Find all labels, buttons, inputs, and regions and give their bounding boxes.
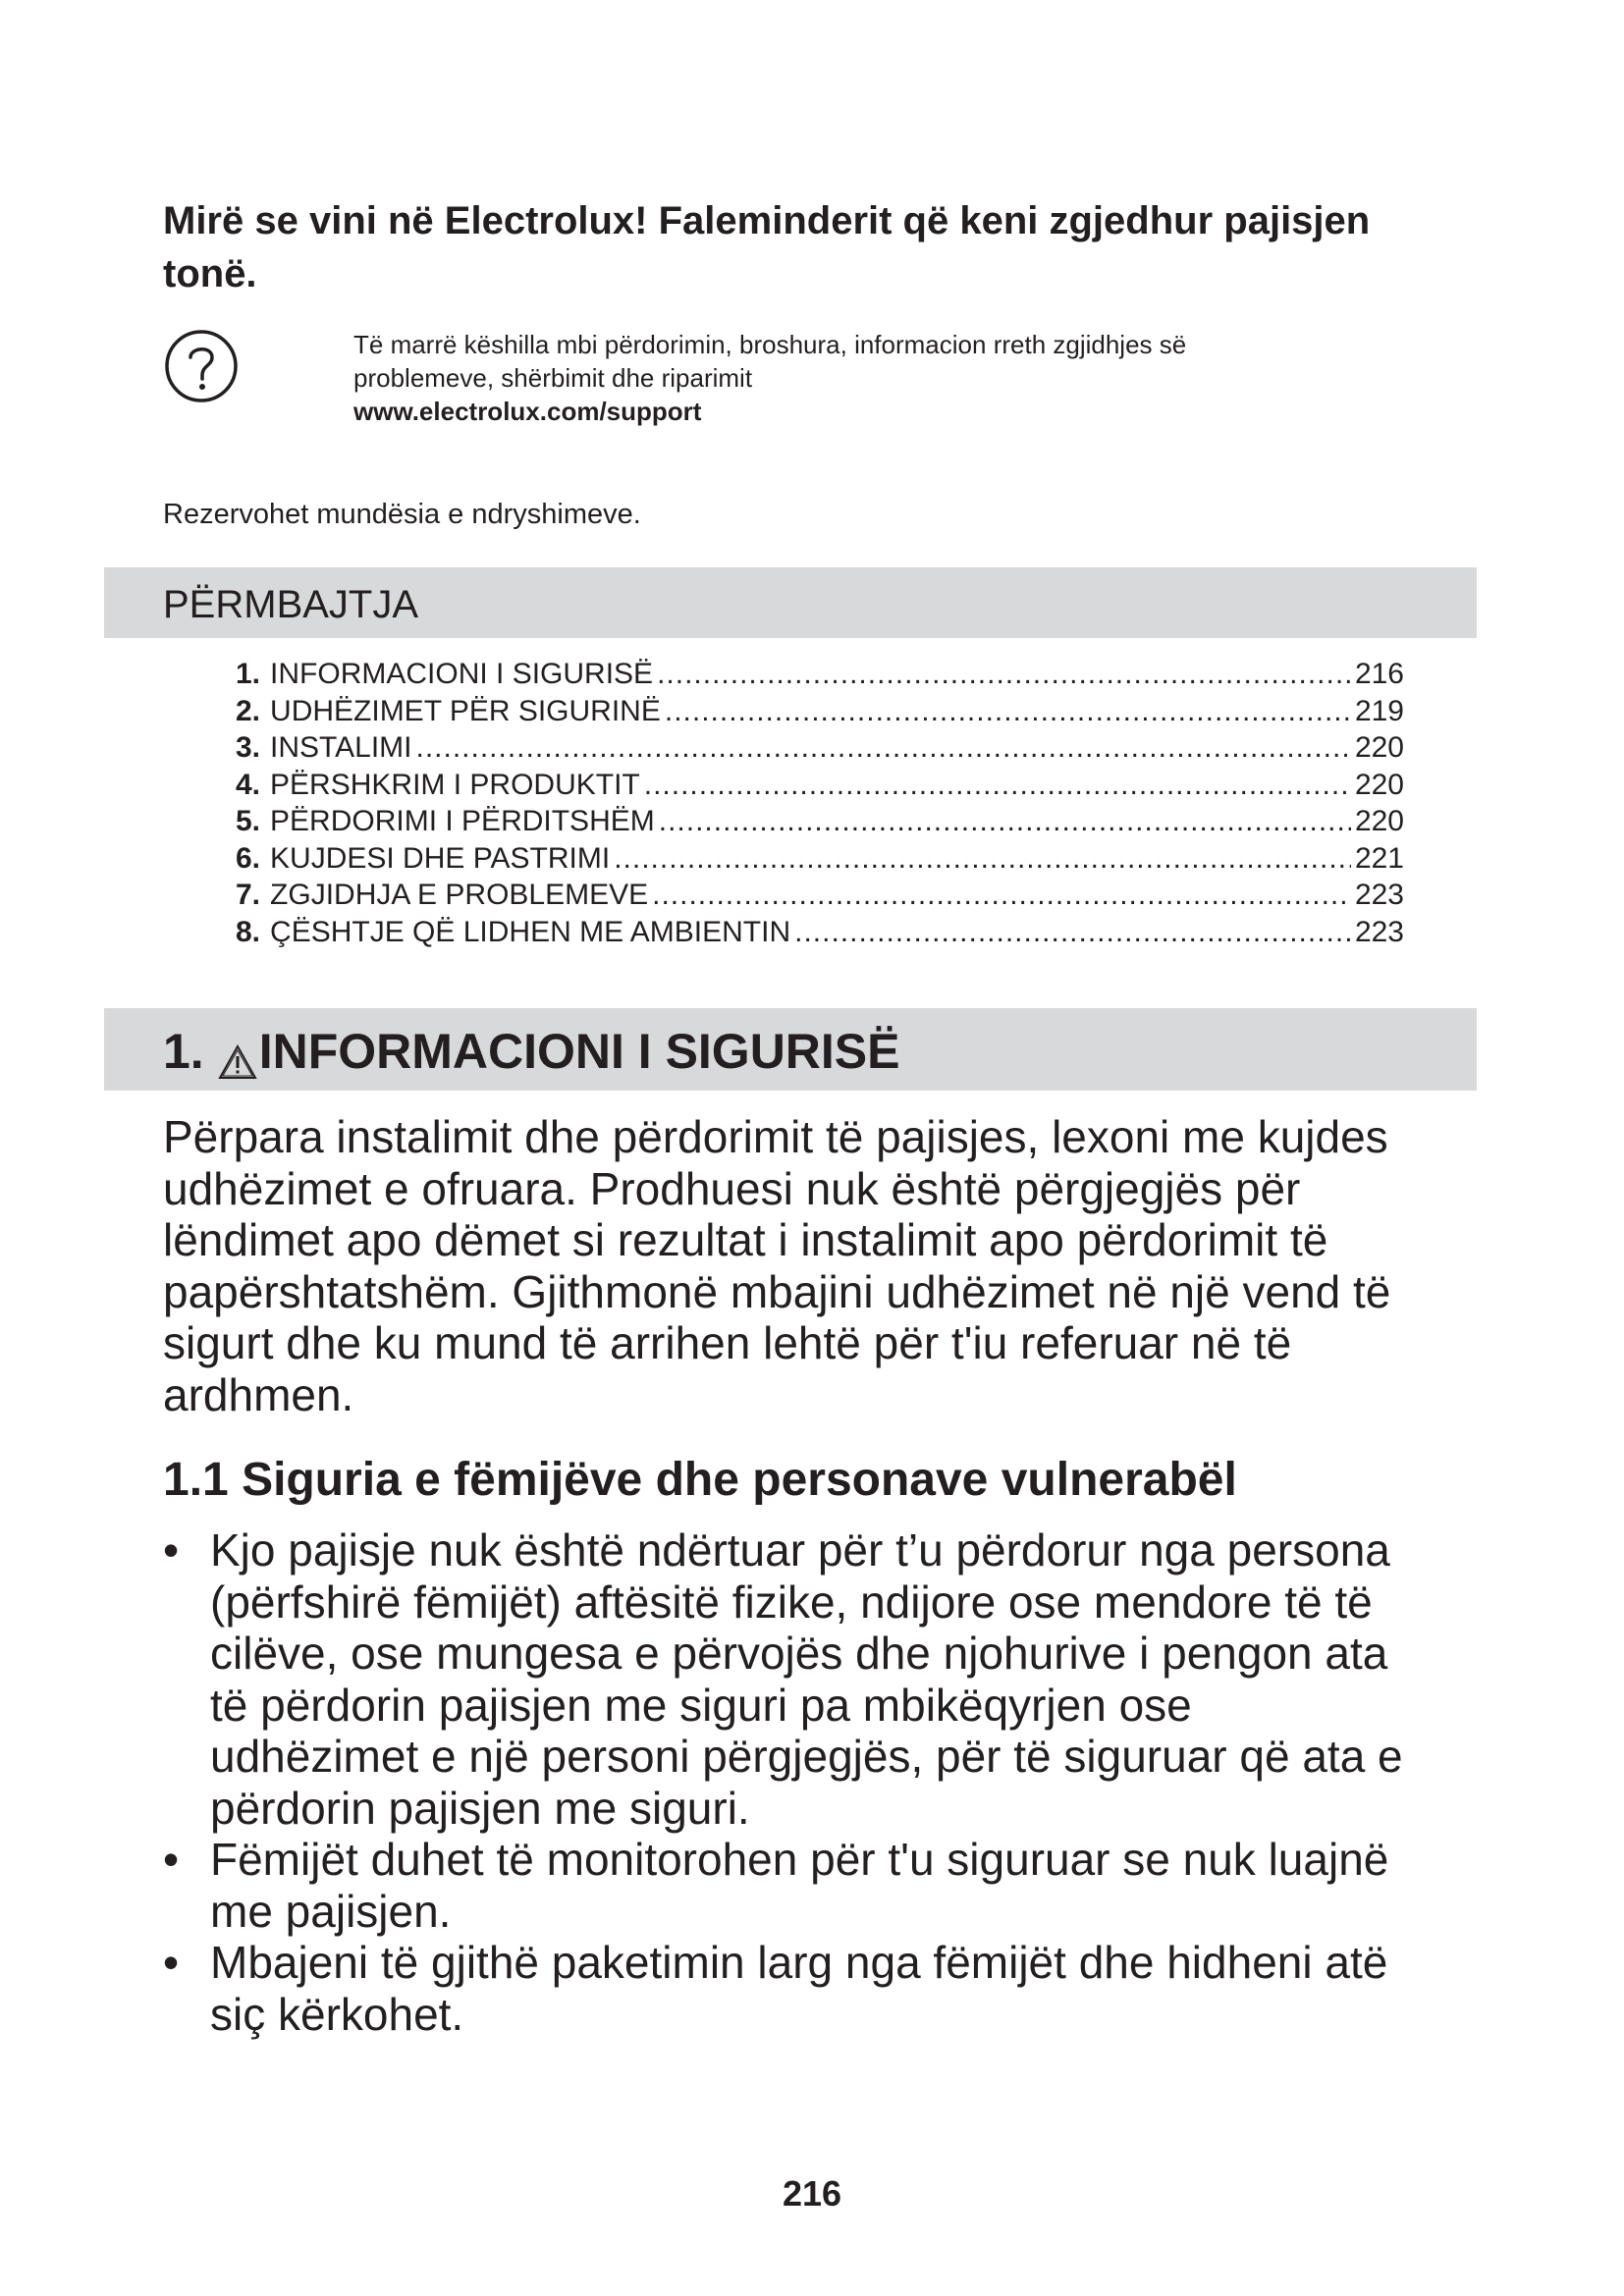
toc-item-page: 216 xyxy=(1354,658,1404,690)
toc-item[interactable] xyxy=(236,729,1404,767)
bullet-line: udhëzimet e një personi përgjegjës, për të siguruar që ata e xyxy=(210,1731,1403,1782)
welcome-line: Mirë se vini në Electrolux! Faleminderit që keni zgjedhur pajisjen xyxy=(163,199,1371,242)
reserve-note: Rezervohet mundësia e ndryshimeve. xyxy=(163,499,641,530)
bullet-line: cilëve, ose mungesa e përvojës dhe njohurive i pengon ata xyxy=(210,1628,1388,1679)
toc-item-page: 220 xyxy=(1354,768,1404,801)
toc-leader-dots xyxy=(652,877,1351,914)
toc-item[interactable] xyxy=(236,656,1404,693)
toc-item-page: 219 xyxy=(1354,694,1404,727)
question-circle-icon xyxy=(163,328,240,404)
bullet-line: me pajisjen. xyxy=(210,1885,452,1937)
toc-item-label: UDHËZIMET PËR SIGURINË xyxy=(270,694,661,727)
toc-item-label: PËRDORIMI I PËRDITSHËM xyxy=(270,805,655,837)
support-info-line: Të marrë këshilla mbi përdorimin, broshura, informacion rreth zgjidhjes së xyxy=(353,330,1187,359)
warning-triangle-icon xyxy=(218,1034,257,1069)
toc-item-page: 220 xyxy=(1354,805,1404,837)
toc-item-page: 223 xyxy=(1354,915,1404,948)
section-number: 1. xyxy=(163,1024,204,1079)
toc-item[interactable] xyxy=(236,914,1404,951)
toc-leader-dots xyxy=(659,803,1351,840)
toc-leader-dots xyxy=(416,729,1351,767)
section-header-bar xyxy=(104,1008,1477,1091)
toc-item[interactable] xyxy=(236,877,1404,914)
toc-header-bar xyxy=(104,567,1477,638)
bullet-symbol: • xyxy=(163,1524,180,1575)
bullet-line: siç kërkohet. xyxy=(210,1988,464,2040)
toc-leader-dots xyxy=(657,656,1351,693)
bullet-symbol: • xyxy=(163,1937,180,1988)
toc-title: PËRMBAJTJA xyxy=(163,583,419,626)
toc-item-label: KUJDESI DHE PASTRIMI xyxy=(270,841,611,875)
toc-item-page: 220 xyxy=(1354,731,1404,764)
toc-item-number: 1. xyxy=(236,658,261,690)
toc-item-number: 6. xyxy=(236,841,261,875)
toc-item-number: 7. xyxy=(236,879,261,911)
paragraph-line: ardhmen. xyxy=(163,1368,354,1420)
section-title xyxy=(163,1022,900,1081)
subsection-title: 1.1 Siguria e fëmijëve dhe personave vulnerabël xyxy=(163,1454,1237,1506)
toc-leader-dots xyxy=(794,914,1351,951)
section-title-text: INFORMACIONI I SIGURISË xyxy=(258,1024,900,1079)
toc-item-number: 8. xyxy=(236,915,261,948)
paragraph-line: Përpara instalimit dhe përdorimit të pajisjes, lexoni me kujdes xyxy=(163,1111,1388,1162)
toc-item-number: 3. xyxy=(236,731,261,764)
toc-item-number: 4. xyxy=(236,768,261,801)
bullet-item xyxy=(163,1937,1518,2040)
toc-item-number: 2. xyxy=(236,694,261,727)
paragraph-line: lëndimet apo dëmet si rezultat i instalimit apo përdorimit të xyxy=(163,1214,1328,1265)
toc-item-label: PËRSHKRIM I PRODUKTIT xyxy=(270,768,640,801)
section-intro-paragraph xyxy=(163,1111,1508,1420)
table-of-contents xyxy=(236,656,1404,950)
toc-item[interactable] xyxy=(236,767,1404,804)
support-info-line: problemeve, shërbimit dhe riparimit xyxy=(353,363,753,393)
toc-item-number: 5. xyxy=(236,805,261,837)
bullet-line: (përfshirë fëmijët) aftësitë fizike, ndijore ose mendore të të xyxy=(210,1575,1373,1628)
toc-item-label: ZGJIDHJA E PROBLEMEVE xyxy=(270,879,649,911)
support-info xyxy=(353,328,1434,428)
toc-item[interactable] xyxy=(236,803,1404,840)
bullet-item xyxy=(163,1834,1518,1937)
bullet-line: përdorin pajisjen me siguri. xyxy=(210,1782,750,1834)
toc-item-label: INSTALIMI xyxy=(270,731,412,764)
toc-leader-dots xyxy=(665,693,1351,730)
paragraph-line: udhëzimet e ofruara. Prodhuesi nuk është përgjegjës për xyxy=(163,1162,1301,1214)
paragraph-line: sigurt dhe ku mund të arrihen lehtë për t'iu referuar në të xyxy=(163,1317,1292,1368)
support-url-link[interactable]: www.electrolux.com/support xyxy=(353,397,702,426)
toc-item[interactable] xyxy=(236,840,1404,878)
paragraph-line: papërshtatshëm. Gjithmonë mbajini udhëzimet në një vend të xyxy=(163,1265,1391,1317)
toc-leader-dots xyxy=(644,767,1351,804)
toc-item-page: 223 xyxy=(1354,879,1404,911)
bullet-item xyxy=(163,1524,1518,1834)
toc-item-page: 221 xyxy=(1354,841,1404,875)
bullet-line: Kjo pajisje nuk është ndërtuar për t’u përdorur nga persona xyxy=(210,1524,1390,1575)
bullet-line: të përdorin pajisjen me siguri pa mbikëqyrjen ose xyxy=(210,1679,1192,1731)
page-number: 216 xyxy=(782,2173,842,2214)
safety-bullet-list xyxy=(163,1524,1518,2040)
welcome-heading xyxy=(163,194,1439,300)
welcome-line: tonë. xyxy=(163,252,257,295)
toc-leader-dots xyxy=(614,840,1351,878)
toc-item-label: ÇËSHTJE QË LIDHEN ME AMBIENTIN xyxy=(270,915,791,948)
bullet-symbol: • xyxy=(163,1834,180,1885)
bullet-line: Fëmijët duhet të monitorohen për t'u siguruar se nuk luajnë xyxy=(210,1834,1389,1885)
toc-item[interactable] xyxy=(236,693,1404,730)
bullet-line: Mbajeni të gjithë paketimin larg nga fëmijët dhe hidheni atë xyxy=(210,1937,1388,1988)
toc-item-label: INFORMACIONI I SIGURISË xyxy=(270,658,654,690)
